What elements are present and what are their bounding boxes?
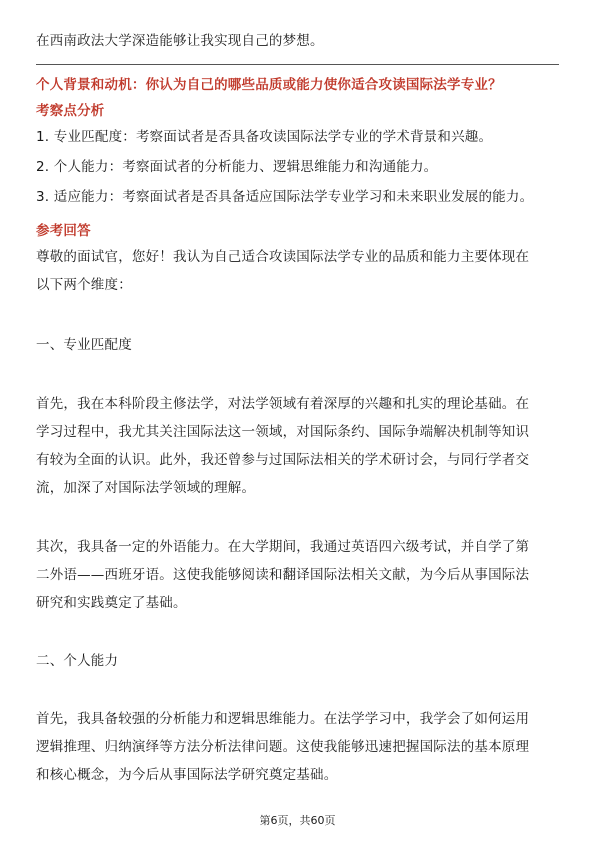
paragraph-line: 首先，我具备较强的分析能力和逻辑思维能力。在法学学习中，我学会了如何运用 — [36, 711, 530, 727]
analysis-item: 1. 专业匹配度：考察面试者是否具备攻读国际法学专业的学术背景和兴趣。 — [36, 129, 493, 145]
paragraph-line: 研究和实践奠定了基础。 — [36, 595, 187, 611]
section-title: 二、个人能力 — [36, 653, 119, 669]
answer-opening-line: 以下两个维度： — [36, 277, 132, 293]
analysis-item: 2. 个人能力：考察面试者的分析能力、逻辑思维能力和沟通能力。 — [36, 159, 438, 175]
paragraph-line: 学习过程中，我尤其关注国际法这一领域，对国际条约、国际争端解决机制等知识 — [36, 424, 530, 440]
paragraph-line: 和核心概念，为今后从事国际法学研究奠定基础。 — [36, 767, 338, 783]
question-heading: 个人背景和动机：你认为自己的哪些品质或能力使你适合攻读国际法学专业？ — [36, 77, 502, 93]
paragraph-line: 流，加深了对国际法学领域的理解。 — [36, 480, 256, 496]
answer-heading: 参考回答 — [36, 223, 91, 239]
divider — [36, 64, 559, 65]
page-footer: 第6页，共60页 — [259, 814, 336, 827]
section-title: 一、专业匹配度 — [36, 337, 132, 353]
paragraph-line: 首先，我在本科阶段主修法学，对法学领域有着深厚的兴趣和扎实的理论基础。在 — [36, 396, 530, 412]
paragraph-line: 有较为全面的认识。此外，我还曾参与过国际法相关的学术研讨会，与同行学者交 — [36, 452, 530, 468]
paragraph-line: 二外语——西班牙语。这使我能够阅读和翻译国际法相关文献，为今后从事国际法 — [36, 567, 530, 583]
analysis-item: 3. 适应能力：考察面试者是否具备适应国际法学专业学习和未来职业发展的能力。 — [36, 189, 534, 205]
paragraph-line: 其次，我具备一定的外语能力。在大学期间，我通过英语四六级考试，并自学了第 — [36, 539, 530, 555]
paragraph-line: 逻辑推理、归纳演绎等方法分析法律问题。这使我能够迅速把握国际法的基本原理 — [36, 739, 530, 755]
intro-tail: 在西南政法大学深造能够让我实现自己的梦想。 — [36, 33, 324, 49]
answer-opening-line: 尊敬的面试官，您好！我认为自己适合攻读国际法学专业的品质和能力主要体现在 — [36, 249, 530, 265]
analysis-heading: 考察点分析 — [36, 103, 105, 119]
